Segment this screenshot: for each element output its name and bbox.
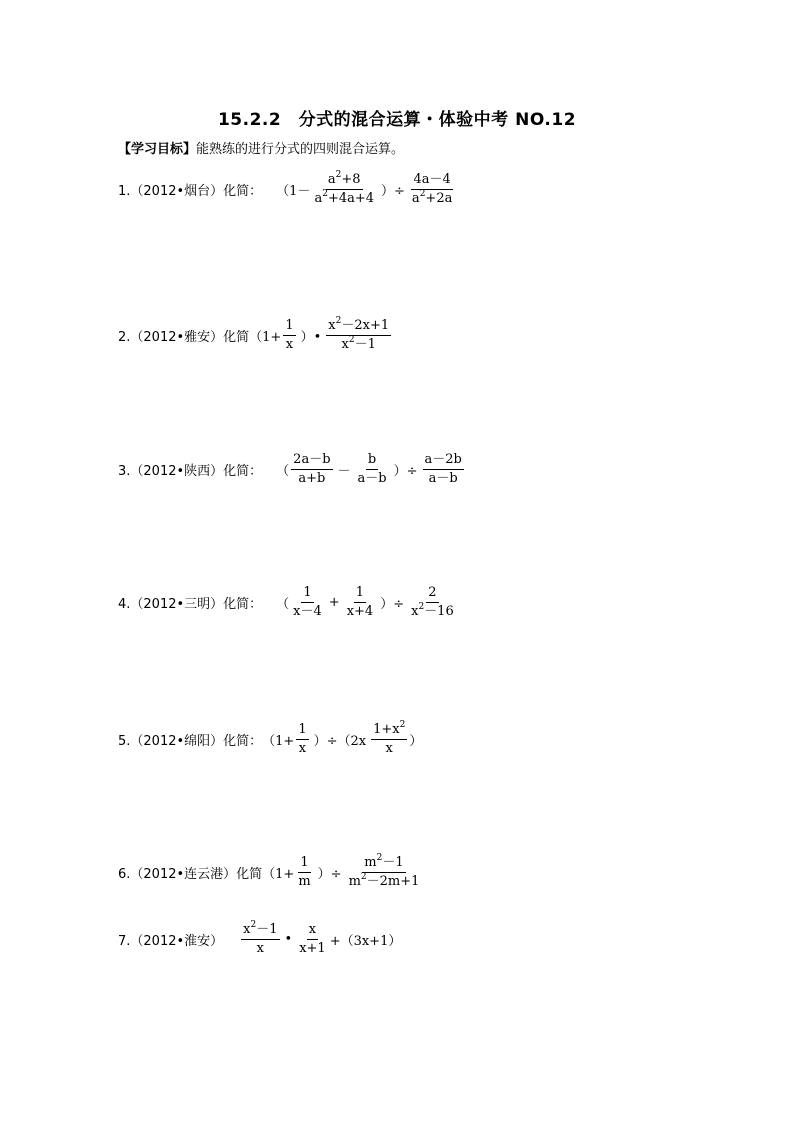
fraction-numerator: 2 <box>426 585 438 603</box>
problem-4-fraction-3 <box>409 585 456 621</box>
learning-goal <box>118 138 404 157</box>
problem-1-label: 1.（2012•烟台）化简： <box>118 184 263 200</box>
problem-4-fraction-2 <box>345 585 376 621</box>
problem-2-open: （1+ <box>249 330 282 346</box>
fraction-denominator: x <box>256 941 264 957</box>
document-title: 15.2.2 分式的混合运算・体验中考 NO.12 <box>217 110 577 130</box>
problem-3-minus: － <box>337 464 351 480</box>
problem-2-fraction-1 <box>283 318 295 354</box>
problem-3-open: （ <box>276 464 290 480</box>
problem-7-fraction-2 <box>297 922 328 958</box>
fraction-denominator: a－b <box>428 471 458 487</box>
problem-3-fraction-3 <box>423 452 464 488</box>
fraction-denominator: x <box>285 337 294 353</box>
problem-2 <box>118 318 393 354</box>
problem-5-label: 5.（2012•绵阳）化简： <box>118 734 263 750</box>
fraction-numerator: 2a－b <box>291 452 332 470</box>
problem-5-fraction-2 <box>371 722 407 758</box>
problem-6-open: （1+ <box>262 867 295 883</box>
fraction-denominator: $a^2+4a+4$ <box>314 189 375 207</box>
fraction-denominator: x－4 <box>293 604 322 620</box>
problem-3-label: 3.（2012•陕西）化简： <box>118 464 263 480</box>
fraction-numerator: x <box>307 922 318 940</box>
fraction-denominator: $x^2-16$ <box>411 602 454 620</box>
fraction-denominator: x <box>385 741 393 757</box>
problem-7-tail: +（3x+1） <box>329 934 402 950</box>
problem-2-label: 2.（2012•雅安）化简 <box>118 330 250 346</box>
fraction-numerator: $1+x^2$ <box>371 722 407 740</box>
problem-4-fraction-1 <box>291 585 324 621</box>
learning-goal-text: 能熟练的进行分式的四则混合运算。 <box>196 142 405 157</box>
problem-5-operator: ）÷（2x <box>313 734 367 750</box>
fraction-numerator: $x^2-1$ <box>241 922 279 940</box>
problem-6-fraction-2 <box>347 855 422 891</box>
problem-4-operator: ）÷ <box>380 597 405 613</box>
problem-1-open: （1－ <box>276 184 311 200</box>
fraction-numerator: 1 <box>301 585 313 603</box>
problem-1-fraction-1 <box>312 172 376 208</box>
problem-4 <box>118 585 458 621</box>
problem-7-fraction-1 <box>241 922 279 958</box>
fraction-numerator: $m^2-1$ <box>362 855 405 873</box>
problem-4-label: 4.（2012•三明）化简： <box>118 597 263 613</box>
problem-1-fraction-2 <box>410 172 454 208</box>
problem-5-open: （1+ <box>262 734 295 750</box>
fraction-numerator: a－2b <box>423 452 464 470</box>
problem-3-fraction-1 <box>291 452 332 488</box>
problem-3-operator: ）÷ <box>393 464 418 480</box>
problem-2-operator: ）• <box>300 330 322 346</box>
problem-5 <box>118 722 422 758</box>
fraction-numerator: 1 <box>298 855 310 873</box>
learning-goal-tag: 【学习目标】 <box>118 142 197 157</box>
fraction-denominator: $m^2-2m+1$ <box>348 872 420 890</box>
fraction-numerator: $a^2+8$ <box>326 172 363 190</box>
problem-6-label: 6.（2012•连云港）化简 <box>118 867 263 883</box>
problem-7-label: 7.（2012•淮安） <box>118 934 224 950</box>
fraction-denominator: m <box>298 874 311 890</box>
fraction-numerator: 1 <box>296 722 308 740</box>
fraction-denominator: a+b <box>298 471 326 487</box>
fraction-denominator: $x^2-1$ <box>341 335 376 353</box>
fraction-numerator: b <box>366 452 378 470</box>
problem-4-plus: + <box>328 595 340 611</box>
problem-5-close: ） <box>409 734 423 750</box>
problem-1 <box>118 172 456 208</box>
problem-5-fraction-1 <box>296 722 308 758</box>
problem-6 <box>118 855 423 891</box>
problem-2-fraction-2 <box>326 318 391 354</box>
fraction-denominator: a－b <box>357 471 387 487</box>
fraction-denominator: x+4 <box>346 604 374 620</box>
fraction-denominator: x <box>298 741 307 757</box>
problem-6-fraction-1 <box>296 855 312 891</box>
problem-3-fraction-2 <box>356 452 389 488</box>
fraction-numerator: 1 <box>283 318 295 336</box>
fraction-denominator: x+1 <box>299 941 326 957</box>
problem-1-operator: ）÷ <box>381 184 405 200</box>
fraction-numerator: 4a－4 <box>411 172 452 190</box>
problem-7 <box>118 922 401 958</box>
fraction-numerator: 1 <box>354 585 366 603</box>
fraction-numerator: $x^2-2x+1$ <box>326 318 391 336</box>
problem-3 <box>118 452 466 488</box>
problem-4-open: （ <box>276 597 290 613</box>
problem-7-dot: • <box>284 932 293 948</box>
fraction-denominator: $a^2+2a$ <box>411 189 453 207</box>
problem-6-operator: ）÷ <box>317 867 342 883</box>
